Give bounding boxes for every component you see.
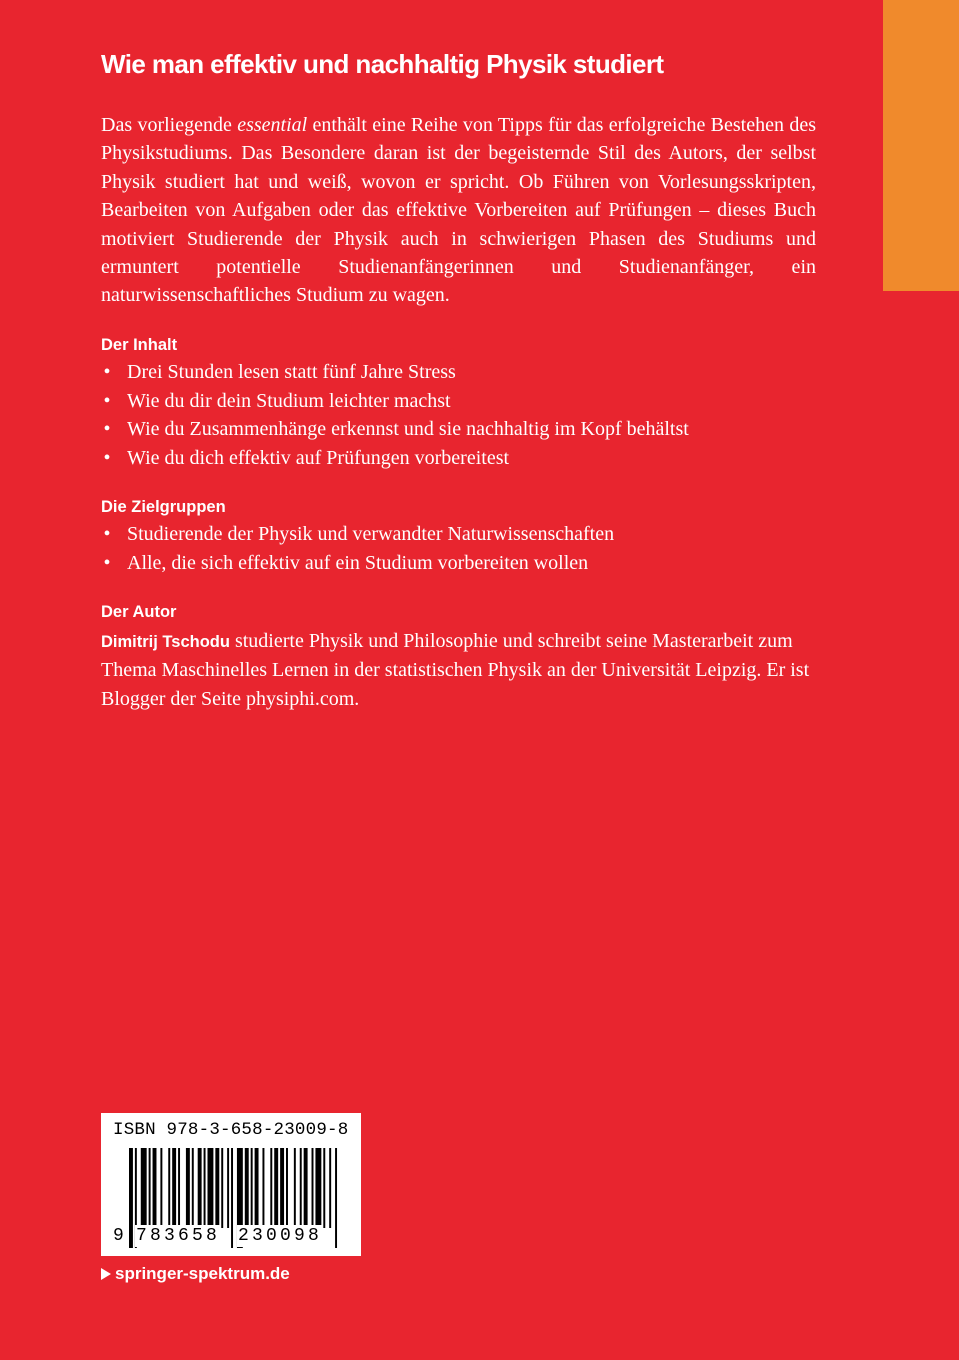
barcode-bar <box>178 1148 180 1228</box>
ean-left-digits: 783658 <box>136 1226 221 1246</box>
bullet-marker: • <box>103 389 111 412</box>
barcode-bar <box>315 1148 321 1228</box>
barcode-bar <box>245 1148 249 1228</box>
author-name: Dimitrij Tschodu <box>101 633 230 651</box>
website-text: springer-spektrum.de <box>115 1264 290 1283</box>
barcode-bar <box>149 1148 151 1228</box>
barcode-bar <box>141 1148 147 1228</box>
contents-heading: Der Inhalt <box>101 336 178 354</box>
bullet-marker: • <box>103 418 111 441</box>
intro-paragraph <box>101 111 816 310</box>
barcode-bar <box>215 1148 219 1228</box>
barcode-bar <box>335 1148 337 1248</box>
barcode-bar <box>153 1148 157 1228</box>
barcode-bar <box>227 1148 229 1228</box>
intro-text-start: Das vorliegende <box>101 114 238 136</box>
list-item <box>101 358 689 387</box>
barcode-bar <box>192 1148 194 1228</box>
barcode-bar <box>231 1148 233 1248</box>
list-item <box>101 415 689 444</box>
list-item-text: Studierende der Physik und verwandter Naturwissenschaften <box>127 523 615 545</box>
barcode-bar <box>294 1148 296 1228</box>
bullet-marker: • <box>103 361 111 383</box>
audience-list <box>101 520 614 577</box>
author-bio <box>101 627 816 713</box>
barcode-bar <box>270 1148 272 1228</box>
list-item <box>101 387 689 416</box>
intro-text-rest: enthält eine Reihe von Tipps für das erfolgreiche Bestehen des Physikstudiums. Das Besondere daran ist der begeisternde Stil des Autors, der selbst Physik studiert hat und weiß, wovon er spricht. Ob Führen von Vorlesungsskripten, Bearbeiten von Aufgaben oder das effektive Vorbereiten auf Prüfungen – dieses Buch motiviert Studierende der Physik auch in schwierigen Phasen des Studiums und ermuntert potentielle Studienanfängerinnen und Studienanfänger, ein naturwissenschaftliches Studium zu wagen. <box>101 114 816 307</box>
barcode-bar <box>168 1148 170 1228</box>
list-item-text: Drei Stunden lesen statt fünf Jahre Stress <box>127 361 456 383</box>
barcode-bar <box>255 1148 259 1228</box>
bullet-marker: • <box>103 523 111 545</box>
barcode-bar <box>204 1148 206 1228</box>
barcode-bar <box>208 1148 214 1228</box>
barcode-bar <box>286 1148 288 1228</box>
author-heading: Der Autor <box>101 603 177 621</box>
bullet-marker: • <box>103 551 111 574</box>
contents-list <box>101 358 689 472</box>
barcode-bar <box>323 1148 325 1228</box>
barcode-bar <box>304 1148 308 1228</box>
barcode-bar <box>300 1148 302 1228</box>
list-item <box>101 549 614 578</box>
intro-emphasis: essential <box>237 114 308 136</box>
list-item <box>101 444 689 473</box>
ean-right-digits: 230098 <box>238 1226 323 1246</box>
publisher-website[interactable] <box>101 1262 290 1286</box>
author-bio-text: studierte Physik und Philosophie und schreibt seine Masterarbeit zum Thema Maschinelles Lernen in der statistischen Physik an der Universität Leipzig. Er ist Blogger der Seite physiphi.com. <box>101 630 810 710</box>
barcode-bar <box>274 1148 278 1228</box>
isbn-barcode <box>101 1113 361 1256</box>
list-item-text: Wie du dir dein Studium leichter machst <box>127 389 451 412</box>
book-title: Wie man effektiv und nachhaltig Physik studiert <box>101 49 664 79</box>
barcode-bar <box>280 1148 284 1228</box>
isbn-label: ISBN 978-3-658-23009-8 <box>113 1120 349 1140</box>
barcode-bar <box>186 1148 190 1228</box>
barcode-bar <box>129 1148 133 1248</box>
list-item-text: Alle, die sich effektiv auf ein Studium vorbereiten wollen <box>127 551 589 574</box>
list-item <box>101 520 614 549</box>
barcode-bar <box>329 1148 331 1228</box>
barcode-bar <box>198 1148 202 1228</box>
barcode-bar <box>262 1148 264 1228</box>
orange-accent-tab <box>883 0 959 291</box>
barcode-bar <box>160 1148 162 1228</box>
bullet-marker: • <box>103 446 111 469</box>
barcode-bar <box>251 1148 253 1228</box>
ean-first-digit: 9 <box>113 1226 124 1246</box>
audience-heading: Die Zielgruppen <box>101 498 226 516</box>
barcode-bar <box>312 1148 314 1228</box>
list-item-text: Wie du Zusammenhänge erkennst und sie nachhaltig im Kopf behältst <box>127 418 689 441</box>
list-item-text: Wie du dich effektiv auf Prüfungen vorbereitest <box>127 446 510 469</box>
arrow-right-icon <box>101 1268 111 1280</box>
barcode-bar <box>221 1148 223 1228</box>
barcode-bar <box>172 1148 176 1228</box>
